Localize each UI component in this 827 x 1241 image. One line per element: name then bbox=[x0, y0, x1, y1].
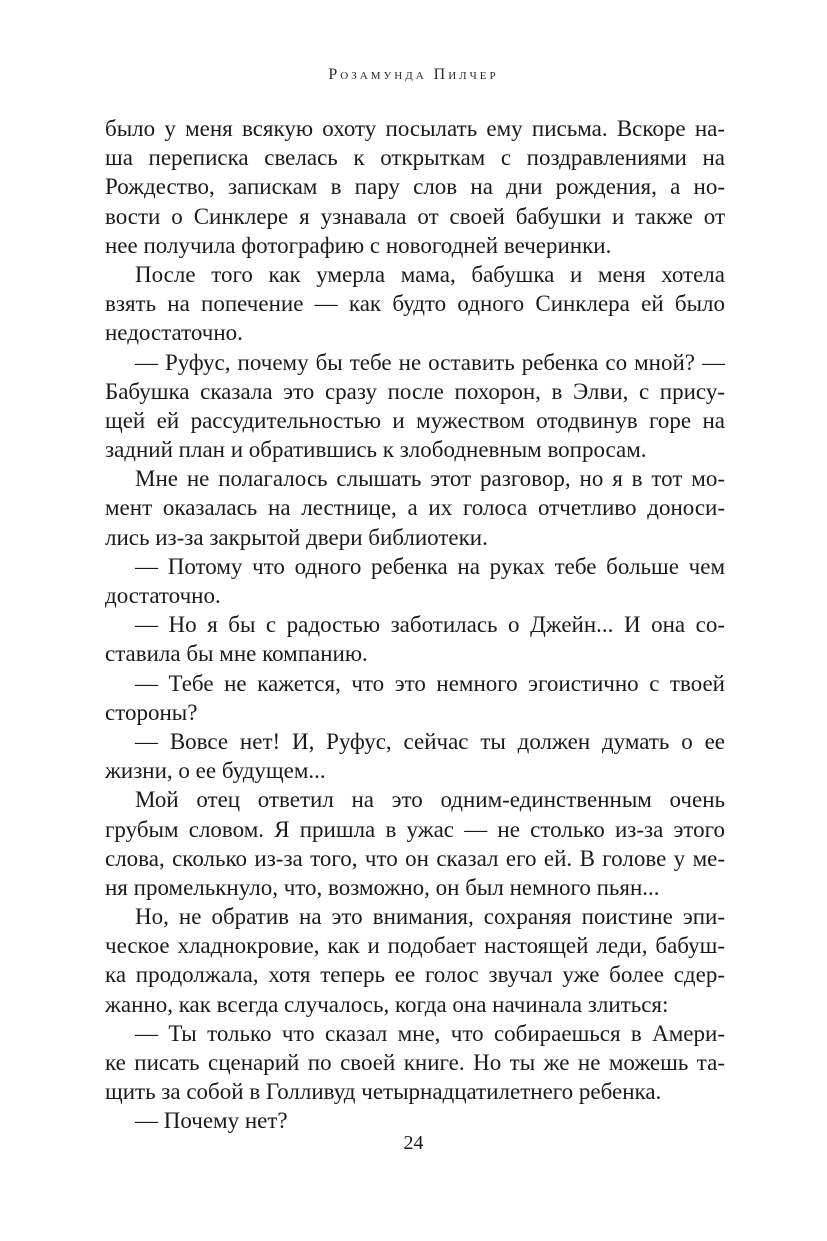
text-line: грубым словом. Я пришла в ужас — не столько из-за этого bbox=[105, 816, 725, 842]
text-line: недостаточно. bbox=[105, 320, 243, 346]
text-line: ставила бы мне компанию. bbox=[105, 641, 368, 667]
text-line: мент оказалась на лестнице, а их голоса отчетливо доноси- bbox=[105, 495, 725, 521]
text-line: Мне не полагалось слышать этот разговор, но я в тот мо- bbox=[135, 466, 725, 492]
text-line: ке писать сценарий по своей книге. Но ты же не можешь та- bbox=[105, 1050, 725, 1075]
text-line: — Почему нет? bbox=[135, 1108, 288, 1134]
text-line: нее получила фотографию с новогодней вечеринки. bbox=[105, 232, 612, 258]
text-line: — Руфус, почему бы тебе не оставить ребенка со мной? — bbox=[135, 349, 725, 375]
page-number: 24 bbox=[403, 1132, 424, 1154]
text-line: — Ты только что сказал мне, что собираешься в Амери- bbox=[135, 1020, 725, 1046]
text-line: задний план и обратившись к злободневным вопросам. bbox=[105, 437, 647, 463]
text-line: ня промелькнуло, что, возможно, он был немного пьян... bbox=[105, 874, 660, 900]
text-line: жизни, о ее будущем... bbox=[105, 758, 326, 784]
text-line: лись из-за закрытой двери библиотеки. bbox=[105, 524, 488, 550]
text-line: щей ей рассудительностью и мужеством отодвинув горе на bbox=[105, 407, 725, 433]
text-line: жанно, как всегда случалось, когда она начинала злиться: bbox=[105, 991, 669, 1017]
text-line: достаточно. bbox=[105, 583, 221, 608]
text-line: взять на попечение — как будто одного Синклера ей было bbox=[105, 291, 725, 317]
text-line: — Потому что одного ребенка на руках тебе больше чем bbox=[135, 553, 725, 579]
text-line: Рождество, запискам в пару слов на дни рождения, а но- bbox=[105, 174, 725, 200]
text-line: слова, сколько из-за того, что он сказал его ей. В голове у ме- bbox=[105, 845, 725, 871]
text-line: Но, не обратив на это внимания, сохраняя поистине эпи- bbox=[135, 904, 725, 930]
text-line: щить за собой в Голливуд четырнадцатилетнего ребенка. bbox=[105, 1079, 662, 1105]
running-head: Розамунда Пилчер bbox=[328, 66, 499, 83]
text-line: Бабушка сказала это сразу после похорон, в Элви, с прису- bbox=[105, 378, 725, 404]
text-line: После того как умерла мама, бабушка и меня хотела bbox=[135, 261, 725, 287]
text-line: ка продолжала, хотя теперь ее голос звучал уже более сдер- bbox=[105, 962, 725, 988]
text-line: вости о Синклере я узнавала от своей бабушки и также от bbox=[105, 203, 725, 229]
text-line: ческое хладнокровие, как и подобает настоящей леди, бабуш- bbox=[105, 933, 725, 959]
text-line: Мой отец ответил на это одним-единственным очень bbox=[135, 787, 725, 813]
text-line: стороны? bbox=[105, 699, 198, 725]
text-line: было у меня всякую охоту посылать ему письма. Вскоре на- bbox=[105, 116, 725, 141]
text-line: — Но я бы с радостью заботилась о Джейн... И она со- bbox=[135, 612, 725, 638]
body-text bbox=[105, 114, 725, 1136]
text-line: ша переписка свелась к открыткам с поздравлениями на bbox=[105, 145, 725, 171]
text-line: — Вовсе нет! И, Руфус, сейчас ты должен думать о ее bbox=[135, 728, 725, 754]
text-line: — Тебе не кажется, что это немного эгоистично с твоей bbox=[135, 670, 725, 696]
